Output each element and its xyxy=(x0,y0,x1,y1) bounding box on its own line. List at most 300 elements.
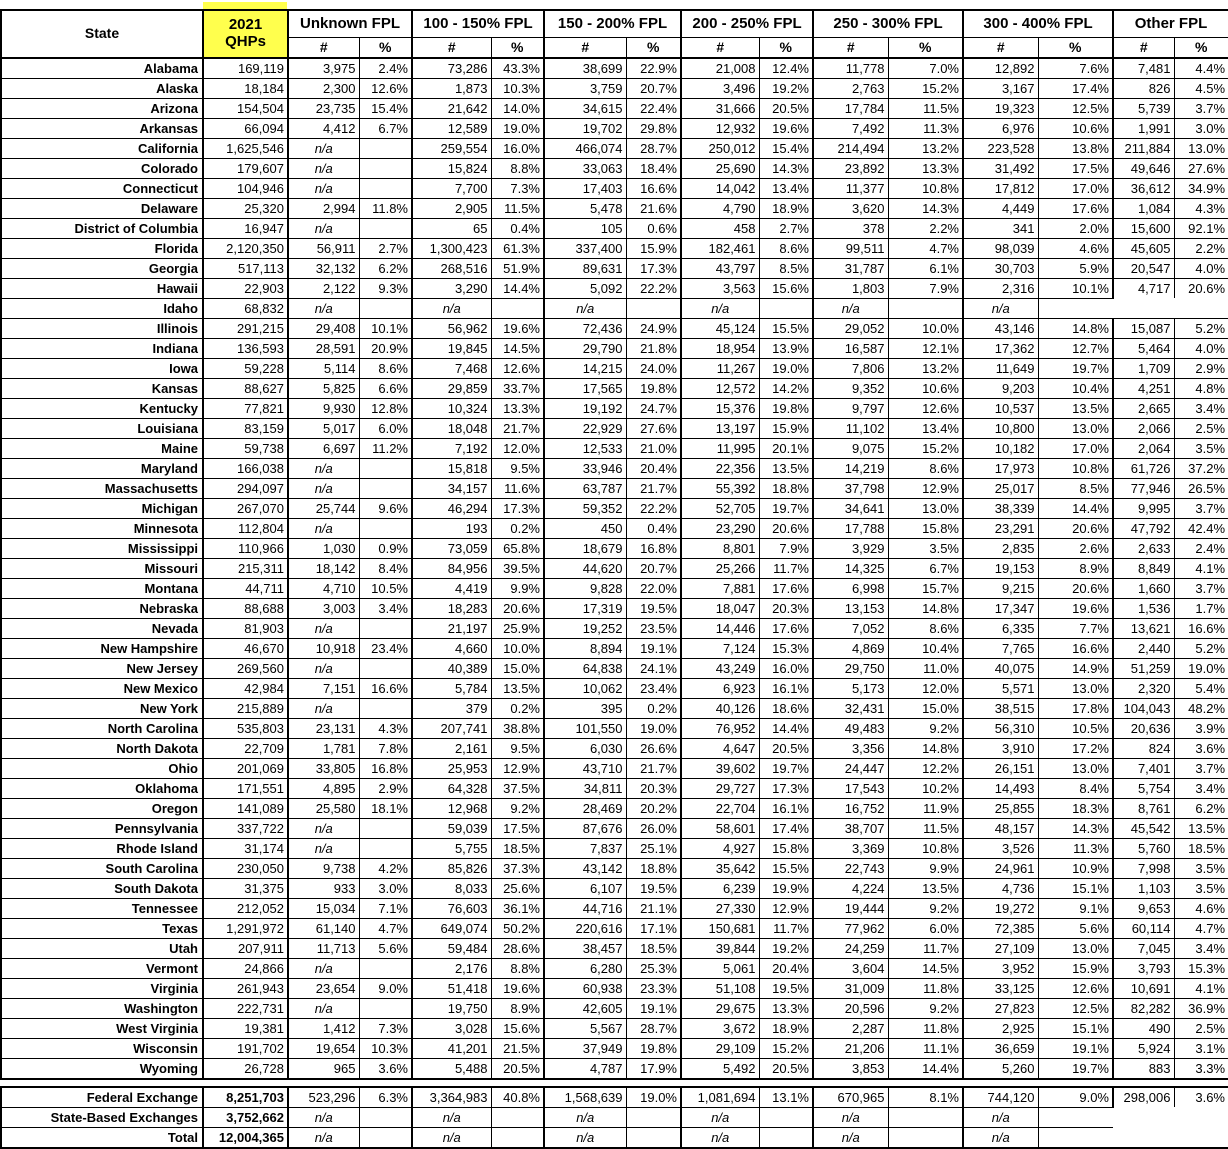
fpl-count-cell: 3,526 xyxy=(963,838,1038,858)
fpl-count-cell: 44,716 xyxy=(544,898,626,918)
state-name: Tennessee xyxy=(1,898,203,918)
fpl-percent-cell: 7.1% xyxy=(359,898,412,918)
fpl-count-cell: 87,676 xyxy=(544,818,626,838)
fpl-count-cell: 43,146 xyxy=(963,318,1038,338)
fpl-count-cell: 17,543 xyxy=(813,778,888,798)
group-header-other-fpl: Other FPL xyxy=(1113,10,1228,37)
fpl-count-cell: 7,998 xyxy=(1113,858,1174,878)
fpl-count-cell: 25,855 xyxy=(963,798,1038,818)
fpl-percent-cell: 13.5% xyxy=(491,678,544,698)
qhps-value: 169,119 xyxy=(203,58,288,79)
top-margin-strip xyxy=(0,0,1228,9)
fpl-percent-cell: 3.7% xyxy=(1174,498,1228,518)
fpl-count-cell: n/a xyxy=(288,1107,359,1127)
fpl-count-cell: 10,182 xyxy=(963,438,1038,458)
fpl-percent-cell: 8.9% xyxy=(1038,558,1113,578)
fpl-count-cell: 4,660 xyxy=(412,638,491,658)
fpl-count-cell: 34,615 xyxy=(544,98,626,118)
fpl-count-cell: 11,778 xyxy=(813,58,888,79)
fpl-count-cell: 101,550 xyxy=(544,718,626,738)
state-name: Oregon xyxy=(1,798,203,818)
fpl-percent-cell xyxy=(491,298,544,318)
state-name: Montana xyxy=(1,578,203,598)
fpl-percent-cell: 15.2% xyxy=(888,438,963,458)
fpl-percent-cell: 3.6% xyxy=(359,1058,412,1079)
fpl-percent-cell: 17.2% xyxy=(1038,738,1113,758)
fpl-count-cell: 46,294 xyxy=(412,498,491,518)
qhps-value: 12,004,365 xyxy=(203,1127,288,1148)
fpl-percent-cell: 24.7% xyxy=(626,398,681,418)
fpl-count-cell: 15,600 xyxy=(1113,218,1174,238)
fpl-percent-cell: 21.7% xyxy=(626,758,681,778)
fpl-count-cell: 9,203 xyxy=(963,378,1038,398)
fpl-count-cell: 38,339 xyxy=(963,498,1038,518)
fpl-count-cell: 19,654 xyxy=(288,1038,359,1058)
fpl-percent-cell: 19.0% xyxy=(1174,658,1228,678)
fpl-count-cell: 13,621 xyxy=(1113,618,1174,638)
fpl-count-cell: 11,377 xyxy=(813,178,888,198)
sub-header-count: # xyxy=(288,37,359,58)
fpl-count-cell: 85,826 xyxy=(412,858,491,878)
fpl-count-cell: 104,043 xyxy=(1113,698,1174,718)
fpl-count-cell: 56,962 xyxy=(412,318,491,338)
fpl-percent-cell: 13.3% xyxy=(759,998,813,1018)
state-name: Utah xyxy=(1,938,203,958)
fpl-count-cell: 214,494 xyxy=(813,138,888,158)
fpl-count-cell: 38,515 xyxy=(963,698,1038,718)
qhps-value: 59,228 xyxy=(203,358,288,378)
fpl-percent-cell: 4.0% xyxy=(1174,338,1228,358)
fpl-count-cell: 28,591 xyxy=(288,338,359,358)
state-name: Kansas xyxy=(1,378,203,398)
fpl-percent-cell: 20.4% xyxy=(759,958,813,978)
fpl-count-cell: 12,589 xyxy=(412,118,491,138)
fpl-count-cell: 4,251 xyxy=(1113,378,1174,398)
group-header-300-400-fpl: 300 - 400% FPL xyxy=(963,10,1113,37)
fpl-percent-cell: 16.0% xyxy=(491,138,544,158)
fpl-count-cell: 1,084 xyxy=(1113,198,1174,218)
fpl-count-cell: 3,975 xyxy=(288,58,359,79)
fpl-percent-cell: 92.1% xyxy=(1174,218,1228,238)
fpl-percent-cell: 8.6% xyxy=(359,358,412,378)
table-row xyxy=(1,218,1228,238)
fpl-percent-cell: 21.1% xyxy=(626,898,681,918)
fpl-percent-cell: 8.4% xyxy=(1038,778,1113,798)
fpl-percent-cell: 2.0% xyxy=(1038,218,1113,238)
fpl-percent-cell: 3.5% xyxy=(1174,858,1228,878)
fpl-percent-cell: 37.3% xyxy=(491,858,544,878)
fpl-percent-cell: 12.1% xyxy=(888,338,963,358)
fpl-count-cell: 8,033 xyxy=(412,878,491,898)
fpl-percent-cell: 16.1% xyxy=(759,678,813,698)
fpl-count-cell: 19,323 xyxy=(963,98,1038,118)
state-name: Virginia xyxy=(1,978,203,998)
fpl-percent-cell: 8.6% xyxy=(888,618,963,638)
fpl-percent-cell: 12.5% xyxy=(1038,98,1113,118)
fpl-count-cell: 17,362 xyxy=(963,338,1038,358)
sub-header-count: # xyxy=(1113,37,1174,58)
fpl-count-cell: 450 xyxy=(544,518,626,538)
fpl-count-cell: 18,048 xyxy=(412,418,491,438)
fpl-percent-cell: 21.8% xyxy=(626,338,681,358)
qhps-value: 8,251,703 xyxy=(203,1087,288,1108)
fpl-percent-cell: 11.6% xyxy=(491,478,544,498)
fpl-count-cell: 41,201 xyxy=(412,1038,491,1058)
table-row xyxy=(1,838,1228,858)
fpl-percent-cell: 5.2% xyxy=(1174,638,1228,658)
fpl-percent-cell xyxy=(1038,1107,1113,1127)
fpl-count-cell: n/a xyxy=(288,518,359,538)
fpl-count-cell: 59,484 xyxy=(412,938,491,958)
fpl-percent-cell: 13.0% xyxy=(1038,678,1113,698)
fpl-count-cell: 5,755 xyxy=(412,838,491,858)
fpl-percent-cell: 14.4% xyxy=(1038,498,1113,518)
fpl-count-cell: 3,356 xyxy=(813,738,888,758)
state-name: New Jersey xyxy=(1,658,203,678)
fpl-percent-cell: 12.6% xyxy=(491,358,544,378)
fpl-percent-cell: 11.8% xyxy=(888,978,963,998)
state-name: Michigan xyxy=(1,498,203,518)
fpl-count-cell: 35,642 xyxy=(681,858,759,878)
fpl-count-cell: 5,488 xyxy=(412,1058,491,1079)
fpl-percent-cell: 12.5% xyxy=(1038,998,1113,1018)
fpl-count-cell: 27,330 xyxy=(681,898,759,918)
fpl-count-cell: 824 xyxy=(1113,738,1174,758)
fpl-percent-cell: 20.9% xyxy=(359,338,412,358)
fpl-percent-cell: 61.3% xyxy=(491,238,544,258)
fpl-count-cell: 16,752 xyxy=(813,798,888,818)
fpl-percent-cell: 7.8% xyxy=(359,738,412,758)
fpl-percent-cell xyxy=(1038,1127,1113,1148)
qhps-value: 19,381 xyxy=(203,1018,288,1038)
header-group-row xyxy=(1,10,1228,37)
fpl-count-cell: 458 xyxy=(681,218,759,238)
qhps-value: 83,159 xyxy=(203,418,288,438)
fpl-percent-cell: 11.5% xyxy=(491,198,544,218)
fpl-count-cell: 1,300,423 xyxy=(412,238,491,258)
fpl-count-cell: 7,881 xyxy=(681,578,759,598)
state-name: Delaware xyxy=(1,198,203,218)
fpl-count-cell: 55,392 xyxy=(681,478,759,498)
fpl-count-cell: 27,823 xyxy=(963,998,1038,1018)
sub-header-percent: % xyxy=(1038,37,1113,58)
fpl-count-cell: 12,533 xyxy=(544,438,626,458)
fpl-count-cell: 30,703 xyxy=(963,258,1038,278)
fpl-count-cell: 43,249 xyxy=(681,658,759,678)
fpl-count-cell: 98,039 xyxy=(963,238,1038,258)
fpl-count-cell: 2,440 xyxy=(1113,638,1174,658)
fpl-count-cell: 7,124 xyxy=(681,638,759,658)
fpl-count-cell: 43,710 xyxy=(544,758,626,778)
fpl-count-cell: 3,759 xyxy=(544,78,626,98)
fpl-count-cell: 11,713 xyxy=(288,938,359,958)
fpl-percent-cell: 48.2% xyxy=(1174,698,1228,718)
fpl-count-cell: 5,478 xyxy=(544,198,626,218)
fpl-percent-cell: 15.3% xyxy=(1174,958,1228,978)
fpl-percent-cell: 28.7% xyxy=(626,1018,681,1038)
fpl-percent-cell: 19.5% xyxy=(759,978,813,998)
fpl-percent-cell: 12.2% xyxy=(888,758,963,778)
fpl-percent-cell: 9.5% xyxy=(491,458,544,478)
fpl-percent-cell: 12.6% xyxy=(359,78,412,98)
fpl-percent-cell xyxy=(491,1127,544,1148)
fpl-percent-cell: 10.1% xyxy=(1038,278,1113,298)
fpl-percent-cell: 19.8% xyxy=(626,1038,681,1058)
fpl-count-cell: 51,259 xyxy=(1113,658,1174,678)
fpl-count-cell: 33,805 xyxy=(288,758,359,778)
group-header-250-300-fpl: 250 - 300% FPL xyxy=(813,10,963,37)
fpl-percent-cell: 10.3% xyxy=(359,1038,412,1058)
table-row xyxy=(1,858,1228,878)
state-name: Kentucky xyxy=(1,398,203,418)
fpl-count-cell: 17,812 xyxy=(963,178,1038,198)
fpl-percent-cell: 17.3% xyxy=(626,258,681,278)
table-row xyxy=(1,538,1228,558)
fpl-count-cell: 965 xyxy=(288,1058,359,1079)
fpl-count-cell: 60,114 xyxy=(1113,918,1174,938)
fpl-percent-cell: 3.6% xyxy=(1174,738,1228,758)
fpl-count-cell: 5,017 xyxy=(288,418,359,438)
qhps-value: 112,804 xyxy=(203,518,288,538)
state-name: New Mexico xyxy=(1,678,203,698)
fpl-percent-cell: 28.7% xyxy=(626,138,681,158)
fpl-count-cell: 24,447 xyxy=(813,758,888,778)
fpl-percent-cell: 19.1% xyxy=(1038,1038,1113,1058)
qhps-value: 22,903 xyxy=(203,278,288,298)
fpl-count-cell: 17,788 xyxy=(813,518,888,538)
fpl-count-cell: 18,142 xyxy=(288,558,359,578)
fpl-percent-cell: 7.6% xyxy=(1038,58,1113,79)
fpl-percent-cell: 18.4% xyxy=(626,158,681,178)
fpl-percent-cell: 14.8% xyxy=(1038,318,1113,338)
fpl-percent-cell: 13.3% xyxy=(888,158,963,178)
qhps-value: 42,984 xyxy=(203,678,288,698)
fpl-count-cell: 31,787 xyxy=(813,258,888,278)
fpl-percent-cell: 3.6% xyxy=(1174,1087,1228,1108)
fpl-count-cell: 7,765 xyxy=(963,638,1038,658)
fpl-count-cell: 99,511 xyxy=(813,238,888,258)
fpl-percent-cell: 4.1% xyxy=(1174,978,1228,998)
fpl-count-cell: 3,028 xyxy=(412,1018,491,1038)
fpl-percent-cell xyxy=(359,998,412,1018)
fpl-count-cell: 3,003 xyxy=(288,598,359,618)
fpl-count-cell: n/a xyxy=(288,478,359,498)
fpl-percent-cell: 13.1% xyxy=(759,1087,813,1108)
fpl-count-cell: 14,042 xyxy=(681,178,759,198)
fpl-count-cell: 8,761 xyxy=(1113,798,1174,818)
fpl-percent-cell: 14.8% xyxy=(888,598,963,618)
sub-header-percent: % xyxy=(359,37,412,58)
fpl-percent-cell: 22.4% xyxy=(626,98,681,118)
fpl-count-cell: 15,818 xyxy=(412,458,491,478)
fpl-count-cell: 64,838 xyxy=(544,658,626,678)
fpl-percent-cell: 20.6% xyxy=(1038,518,1113,538)
qhps-value: 1,291,972 xyxy=(203,918,288,938)
fpl-count-cell: 49,483 xyxy=(813,718,888,738)
table-row xyxy=(1,318,1228,338)
fpl-percent-cell: 10.4% xyxy=(1038,378,1113,398)
state-name: Idaho xyxy=(1,298,203,318)
fpl-count-cell: 33,063 xyxy=(544,158,626,178)
fpl-percent-cell: 29.8% xyxy=(626,118,681,138)
fpl-percent-cell: 22.9% xyxy=(626,58,681,79)
fpl-count-cell: 25,744 xyxy=(288,498,359,518)
state-name: Alabama xyxy=(1,58,203,79)
fpl-percent-cell: 4.7% xyxy=(359,918,412,938)
fpl-percent-cell: 11.9% xyxy=(888,798,963,818)
fpl-count-cell: 11,649 xyxy=(963,358,1038,378)
fpl-count-cell: 48,157 xyxy=(963,818,1038,838)
fpl-count-cell: 5,061 xyxy=(681,958,759,978)
table-row xyxy=(1,98,1228,118)
qhps-value: 261,943 xyxy=(203,978,288,998)
fpl-count-cell: 61,140 xyxy=(288,918,359,938)
fpl-count-cell: 18,679 xyxy=(544,538,626,558)
fpl-percent-cell: 12.0% xyxy=(491,438,544,458)
fpl-percent-cell: 9.9% xyxy=(491,578,544,598)
fpl-count-cell: 29,052 xyxy=(813,318,888,338)
fpl-count-cell: 21,642 xyxy=(412,98,491,118)
fpl-percent-cell: 17.9% xyxy=(626,1058,681,1079)
fpl-count-cell: 12,572 xyxy=(681,378,759,398)
state-name: South Dakota xyxy=(1,878,203,898)
fpl-percent-cell: 8.6% xyxy=(888,458,963,478)
fpl-percent-cell: 51.9% xyxy=(491,258,544,278)
fpl-percent-cell: 16.1% xyxy=(759,798,813,818)
fpl-percent-cell: 19.6% xyxy=(1038,598,1113,618)
qhps-value: 171,551 xyxy=(203,778,288,798)
group-header-150-200-fpl: 150 - 200% FPL xyxy=(544,10,681,37)
fpl-percent-cell: 13.0% xyxy=(1038,418,1113,438)
fpl-percent-cell: 17.4% xyxy=(759,818,813,838)
fpl-count-cell: 19,252 xyxy=(544,618,626,638)
fpl-count-cell: 23,291 xyxy=(963,518,1038,538)
fpl-count-cell: 38,457 xyxy=(544,938,626,958)
fpl-count-cell: 5,739 xyxy=(1113,98,1174,118)
fpl-count-cell: 13,153 xyxy=(813,598,888,618)
fpl-percent-cell: 19.0% xyxy=(491,118,544,138)
fpl-count-cell: 60,938 xyxy=(544,978,626,998)
fpl-percent-cell: 13.9% xyxy=(759,338,813,358)
fpl-percent-cell: 4.7% xyxy=(888,238,963,258)
fpl-count-cell: n/a xyxy=(412,298,491,318)
fpl-percent-cell: 20.6% xyxy=(759,518,813,538)
fpl-count-cell: 15,034 xyxy=(288,898,359,918)
fpl-count-cell: 933 xyxy=(288,878,359,898)
fpl-count-cell: 2,925 xyxy=(963,1018,1038,1038)
fpl-percent-cell xyxy=(759,1107,813,1127)
fpl-percent-cell: 10.8% xyxy=(1038,458,1113,478)
fpl-percent-cell: 20.2% xyxy=(626,798,681,818)
fpl-count-cell: 7,481 xyxy=(1113,58,1174,79)
fpl-count-cell: 11,267 xyxy=(681,358,759,378)
fpl-percent-cell: 8.5% xyxy=(1038,478,1113,498)
fpl-count-cell: 6,030 xyxy=(544,738,626,758)
fpl-percent-cell xyxy=(359,958,412,978)
state-name: South Carolina xyxy=(1,858,203,878)
fpl-count-cell: 9,797 xyxy=(813,398,888,418)
fpl-count-cell: 33,946 xyxy=(544,458,626,478)
state-name: Iowa xyxy=(1,358,203,378)
fpl-percent-cell xyxy=(359,1127,412,1148)
sub-header-count: # xyxy=(681,37,759,58)
fpl-count-cell: 22,704 xyxy=(681,798,759,818)
fpl-count-cell: 49,646 xyxy=(1113,158,1174,178)
fpl-percent-cell: 4.3% xyxy=(1174,198,1228,218)
fpl-percent-cell: 3.4% xyxy=(1174,398,1228,418)
fpl-percent-cell: 15.5% xyxy=(759,858,813,878)
fpl-count-cell: 18,047 xyxy=(681,598,759,618)
fpl-count-cell: 37,949 xyxy=(544,1038,626,1058)
fpl-percent-cell: 20.6% xyxy=(1174,278,1228,298)
fpl-percent-cell: 17.6% xyxy=(1038,198,1113,218)
fpl-percent-cell: 11.7% xyxy=(759,558,813,578)
qhps-value: 25,320 xyxy=(203,198,288,218)
table-row xyxy=(1,338,1228,358)
fpl-count-cell: 6,280 xyxy=(544,958,626,978)
qhps-value: 222,731 xyxy=(203,998,288,1018)
table-row xyxy=(1,658,1228,678)
fpl-percent-cell: 4.1% xyxy=(1174,558,1228,578)
table-row xyxy=(1,178,1228,198)
fpl-percent-cell: 6.3% xyxy=(359,1087,412,1108)
fpl-percent-cell: 15.9% xyxy=(759,418,813,438)
fpl-count-cell: 2,835 xyxy=(963,538,1038,558)
fpl-count-cell: 4,717 xyxy=(1113,278,1174,298)
summary-label: Total xyxy=(1,1127,203,1148)
fpl-count-cell: 34,157 xyxy=(412,478,491,498)
sub-header-percent: % xyxy=(1174,37,1228,58)
fpl-count-cell: 9,828 xyxy=(544,578,626,598)
fpl-percent-cell: 15.9% xyxy=(1038,958,1113,978)
qhps-value: 535,803 xyxy=(203,718,288,738)
fpl-count-cell: 1,568,639 xyxy=(544,1087,626,1108)
fpl-count-cell: n/a xyxy=(288,998,359,1018)
fpl-percent-cell xyxy=(359,478,412,498)
fpl-count-cell: 45,542 xyxy=(1113,818,1174,838)
fpl-count-cell: 23,892 xyxy=(813,158,888,178)
fpl-count-cell: 7,468 xyxy=(412,358,491,378)
fpl-percent-cell: 5.6% xyxy=(1038,918,1113,938)
state-name: Missouri xyxy=(1,558,203,578)
fpl-percent-cell: 37.2% xyxy=(1174,458,1228,478)
fpl-count-cell: 337,400 xyxy=(544,238,626,258)
fpl-count-cell: n/a xyxy=(963,298,1038,318)
fpl-percent-cell: 18.8% xyxy=(759,478,813,498)
sub-header-percent: % xyxy=(626,37,681,58)
sub-header-percent: % xyxy=(759,37,813,58)
fpl-percent-cell: 3.0% xyxy=(1174,118,1228,138)
table-row xyxy=(1,78,1228,98)
fpl-count-cell: 34,641 xyxy=(813,498,888,518)
fpl-percent-cell: 13.8% xyxy=(1038,138,1113,158)
fpl-percent-cell: 21.6% xyxy=(626,198,681,218)
fpl-count-cell: n/a xyxy=(288,138,359,158)
fpl-percent-cell: 16.6% xyxy=(1174,618,1228,638)
fpl-percent-cell: 19.2% xyxy=(759,938,813,958)
fpl-percent-cell: 38.8% xyxy=(491,718,544,738)
group-header-200-250-fpl: 200 - 250% FPL xyxy=(681,10,813,37)
fpl-percent-cell: 1.7% xyxy=(1174,598,1228,618)
fpl-percent-cell: 11.8% xyxy=(359,198,412,218)
summary-label: Federal Exchange xyxy=(1,1087,203,1108)
fpl-percent-cell: 15.4% xyxy=(359,98,412,118)
table-row xyxy=(1,118,1228,138)
table-row xyxy=(1,738,1228,758)
fpl-percent-cell: 14.3% xyxy=(1038,818,1113,838)
qhps-value: 18,184 xyxy=(203,78,288,98)
fpl-count-cell: 32,132 xyxy=(288,258,359,278)
